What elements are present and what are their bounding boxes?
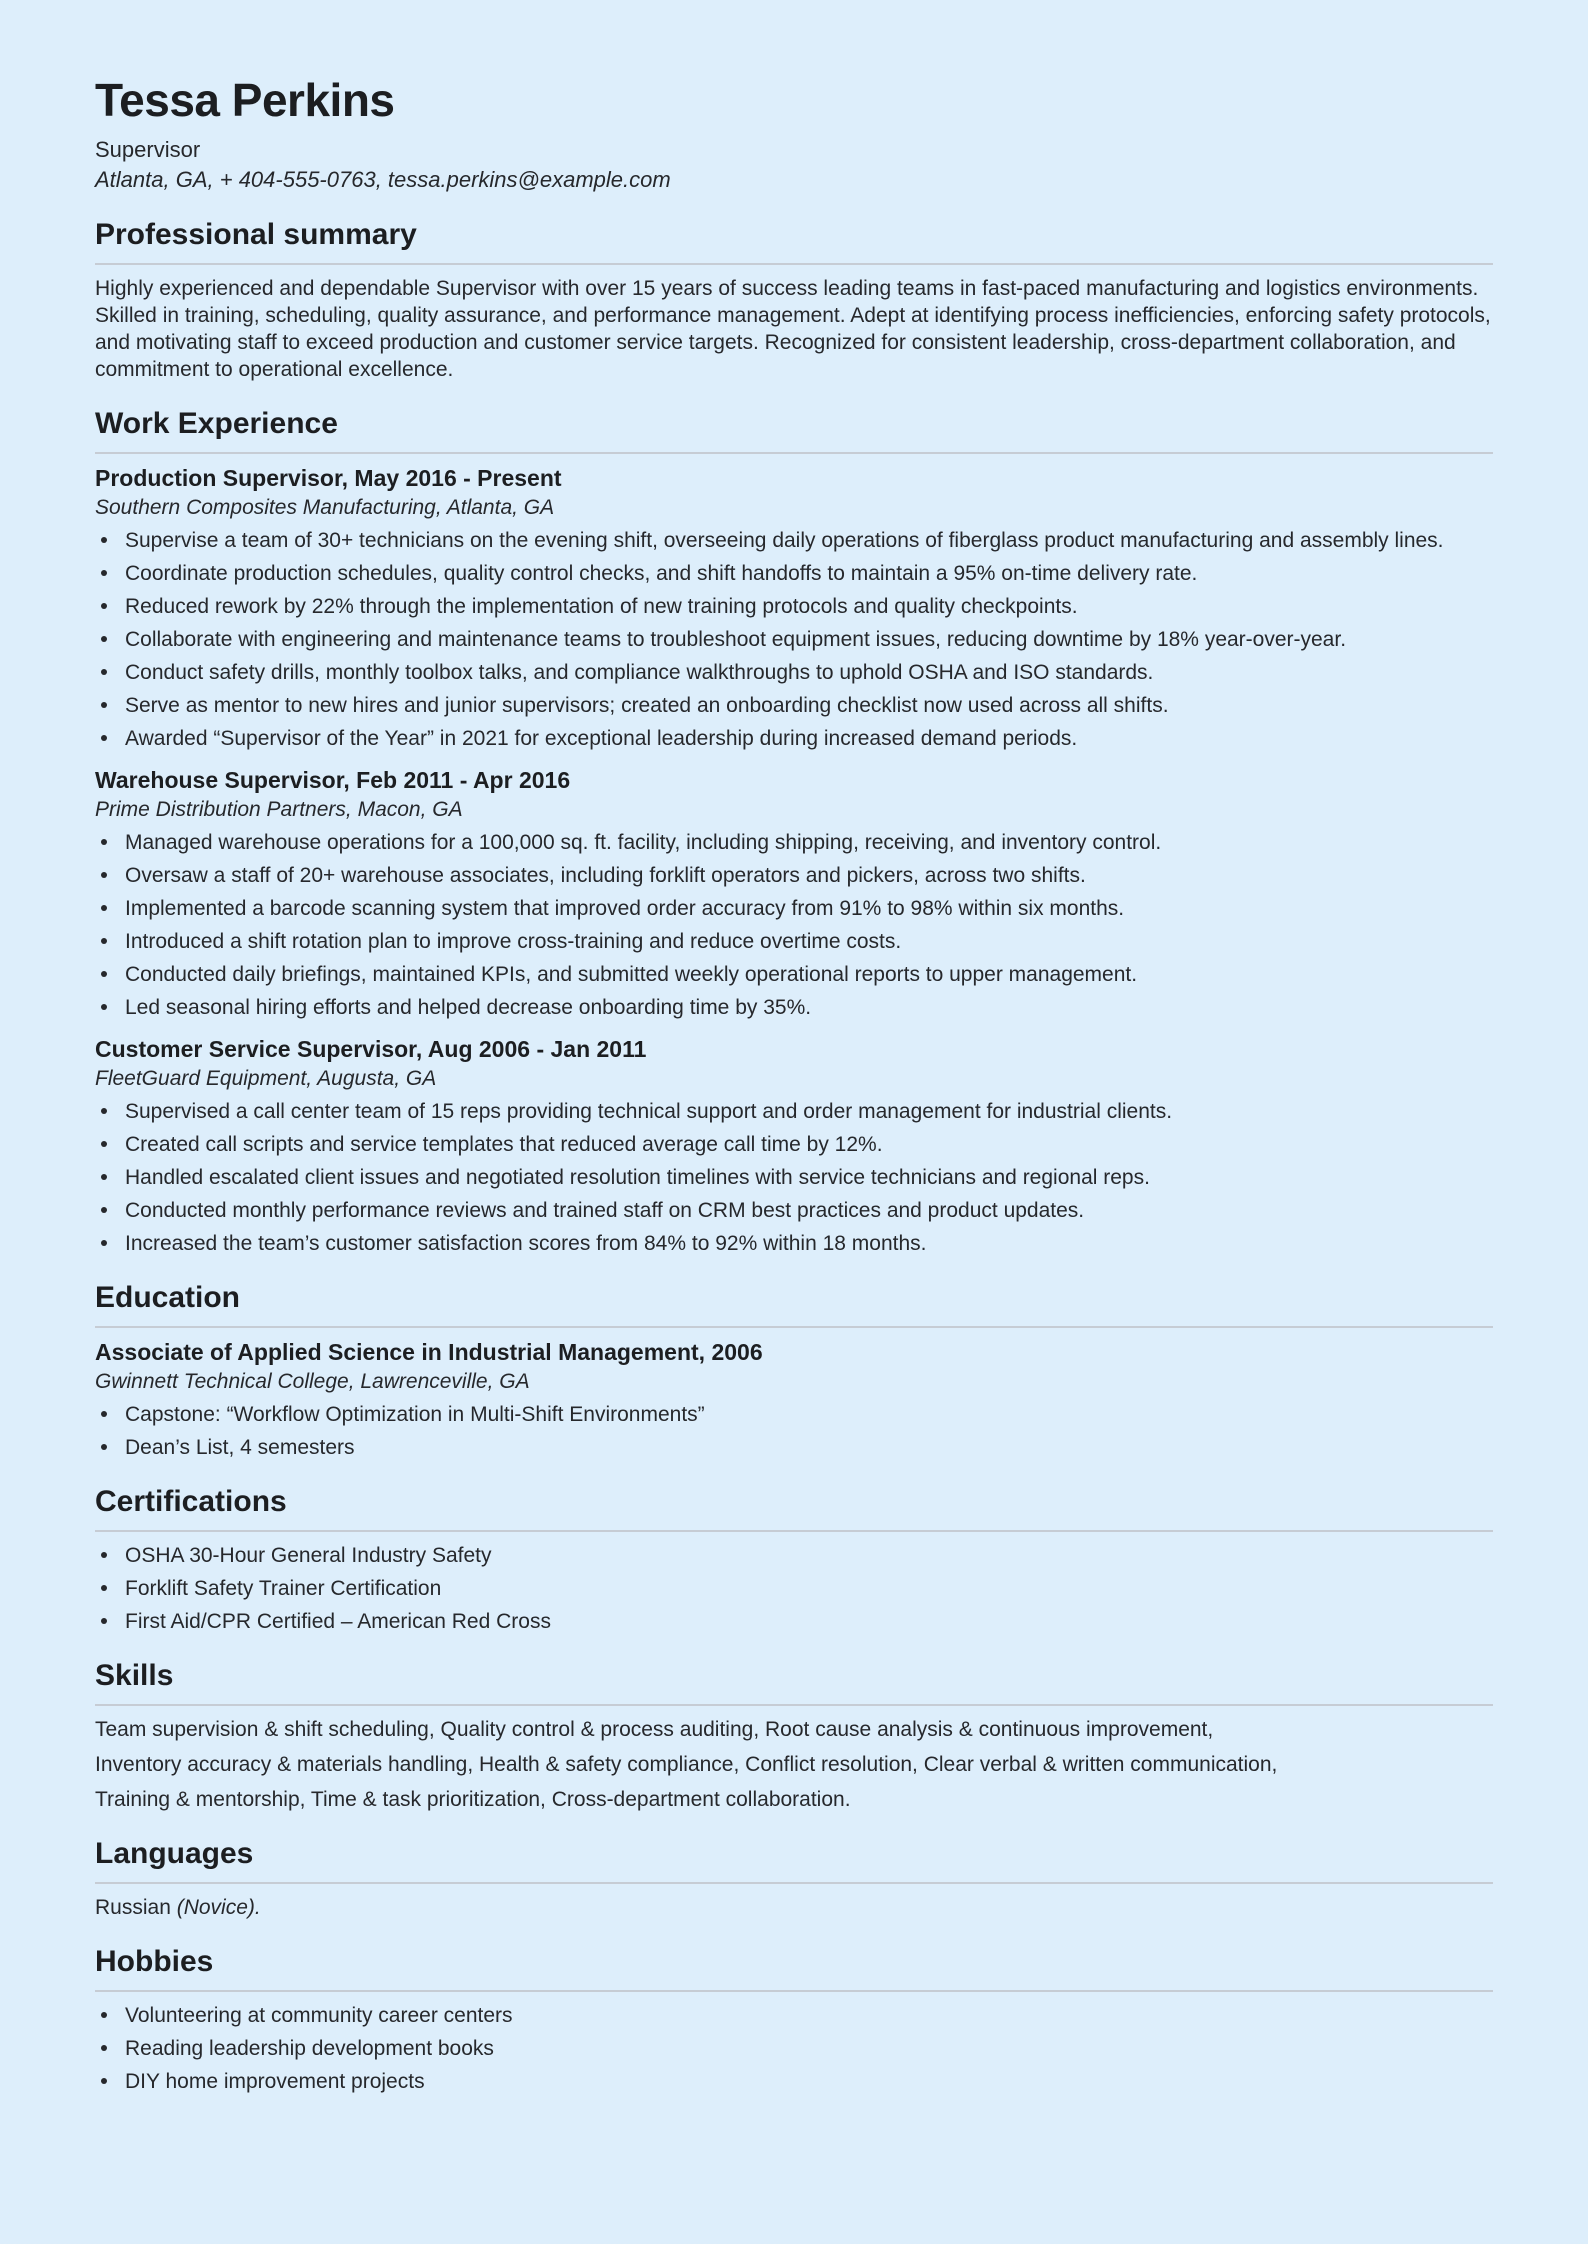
contact-line: Atlanta, GA, + 404-555-0763, tessa.perkins@example.com xyxy=(95,167,671,192)
job-bullet: Supervised a call center team of 15 reps providing technical support and order management for industrial clients. xyxy=(95,1098,1493,1125)
job-bullet: Conducted daily briefings, maintained KPIs, and submitted weekly operational reports to upper management. xyxy=(95,961,1493,988)
skills-line: Inventory accuracy & materials handling, Health & safety compliance, Conflict resolution, Clear verbal & written communication, xyxy=(95,1753,1278,1776)
job-bullet: Implemented a barcode scanning system that improved order accuracy from 91% to 98% within six months. xyxy=(95,895,1493,922)
summary-text: Highly experienced and dependable Supervisor with over 15 years of success leading teams in fast-paced manufacturing and logistics environments. Skilled in training, scheduling, quality assurance, and performance management. Adept at identifying process inefficiencies, enforcing safety protocols, and motivating staff to exceed production and customer service targets. Recognized for consistent leadership, cross-department collaboration, and commitment to operational excellence. xyxy=(95,277,1491,381)
candidate-name: Tessa Perkins xyxy=(95,74,395,126)
education-degree: Associate of Applied Science in Industrial Management, 2006 xyxy=(95,1339,763,1365)
hobby-item: Volunteering at community career centers xyxy=(95,2002,1493,2029)
job-bullet: Created call scripts and service templates that reduced average call time by 12%. xyxy=(95,1131,1493,1158)
candidate-title: Supervisor xyxy=(95,137,201,162)
section-professional-summary xyxy=(95,218,1493,383)
job-title: Production Supervisor, May 2016 - Present xyxy=(95,465,562,491)
job-bullet: Led seasonal hiring efforts and helped decrease onboarding time by 35%. xyxy=(95,994,1493,1021)
job-title: Customer Service Supervisor, Aug 2006 - Jan 2011 xyxy=(95,1036,647,1062)
job-bullet: Supervise a team of 30+ technicians on the evening shift, overseeing daily operations of fiberglass product manufacturing and assembly lines. xyxy=(95,527,1493,554)
job-bullet-list xyxy=(95,527,1493,752)
job-bullet: Coordinate production schedules, quality control checks, and shift handoffs to maintain a 95% on-time delivery rate. xyxy=(95,560,1493,587)
heading-work-experience: Work Experience xyxy=(95,407,1493,454)
hobby-item: Reading leadership development books xyxy=(95,2035,1493,2062)
certification-item: First Aid/CPR Certified – American Red Cross xyxy=(95,1608,1493,1635)
job-bullet: Awarded “Supervisor of the Year” in 2021 for exceptional leadership during increased demand periods. xyxy=(95,725,1493,752)
job-title: Warehouse Supervisor, Feb 2011 - Apr 2016 xyxy=(95,767,571,793)
education-school: Gwinnett Technical College, Lawrenceville, GA xyxy=(95,1370,530,1393)
job-entry-customer-service-supervisor xyxy=(95,1035,1493,1257)
heading-languages: Languages xyxy=(95,1837,1493,1884)
section-skills xyxy=(95,1659,1493,1813)
job-entry-production-supervisor xyxy=(95,464,1493,752)
section-work-experience xyxy=(95,407,1493,1257)
heading-skills: Skills xyxy=(95,1659,1493,1706)
education-bullet: Capstone: “Workflow Optimization in Multi-Shift Environments” xyxy=(95,1401,1493,1428)
section-certifications xyxy=(95,1485,1493,1635)
job-bullet-list xyxy=(95,829,1493,1021)
education-bullet-list xyxy=(95,1401,1493,1461)
job-bullet: Oversaw a staff of 20+ warehouse associates, including forklift operators and pickers, across two shifts. xyxy=(95,862,1493,889)
languages-entry xyxy=(95,1894,1493,1921)
resume-header xyxy=(95,74,1493,194)
heading-certifications: Certifications xyxy=(95,1485,1493,1532)
section-education xyxy=(95,1281,1493,1461)
hobby-item: DIY home improvement projects xyxy=(95,2068,1493,2095)
heading-professional-summary: Professional summary xyxy=(95,218,1493,265)
certification-item: Forklift Safety Trainer Certification xyxy=(95,1575,1493,1602)
heading-education: Education xyxy=(95,1281,1493,1328)
job-company: Prime Distribution Partners, Macon, GA xyxy=(95,798,463,821)
job-company: Southern Composites Manufacturing, Atlanta, GA xyxy=(95,496,555,519)
job-bullet: Collaborate with engineering and maintenance teams to troubleshoot equipment issues, reducing downtime by 18% year-over-year. xyxy=(95,626,1493,653)
job-bullet: Reduced rework by 22% through the implementation of new training protocols and quality checkpoints. xyxy=(95,593,1493,620)
job-bullet-list xyxy=(95,1098,1493,1257)
job-entry-warehouse-supervisor xyxy=(95,766,1493,1021)
skills-lines xyxy=(95,1716,1493,1813)
job-bullet: Managed warehouse operations for a 100,000 sq. ft. facility, including shipping, receiving, and inventory control. xyxy=(95,829,1493,856)
education-bullet: Dean’s List, 4 semesters xyxy=(95,1434,1493,1461)
education-entry xyxy=(95,1338,1493,1461)
section-languages xyxy=(95,1837,1493,1921)
job-bullet: Serve as mentor to new hires and junior supervisors; created an onboarding checklist now used across all shifts. xyxy=(95,692,1493,719)
job-bullet: Conducted monthly performance reviews and trained staff on CRM best practices and product updates. xyxy=(95,1197,1493,1224)
heading-hobbies: Hobbies xyxy=(95,1945,1493,1992)
skills-line: Team supervision & shift scheduling, Quality control & process auditing, Root cause analysis & continuous improvement, xyxy=(95,1718,1214,1741)
skills-line: Training & mentorship, Time & task prioritization, Cross-department collaboration. xyxy=(95,1788,851,1811)
certification-item: OSHA 30-Hour General Industry Safety xyxy=(95,1542,1493,1569)
job-bullet: Handled escalated client issues and negotiated resolution timelines with service technicians and regional reps. xyxy=(95,1164,1493,1191)
job-bullet: Increased the team’s customer satisfaction scores from 84% to 92% within 18 months. xyxy=(95,1230,1493,1257)
language-name: Russian xyxy=(95,1896,171,1919)
hobbies-list xyxy=(95,2002,1493,2095)
job-bullet: Introduced a shift rotation plan to improve cross-training and reduce overtime costs. xyxy=(95,928,1493,955)
language-level: (Novice). xyxy=(176,1896,261,1919)
certifications-list xyxy=(95,1542,1493,1635)
job-bullet: Conduct safety drills, monthly toolbox talks, and compliance walkthroughs to uphold OSHA and ISO standards. xyxy=(95,659,1493,686)
section-hobbies xyxy=(95,1945,1493,2095)
job-company: FleetGuard Equipment, Augusta, GA xyxy=(95,1067,437,1090)
